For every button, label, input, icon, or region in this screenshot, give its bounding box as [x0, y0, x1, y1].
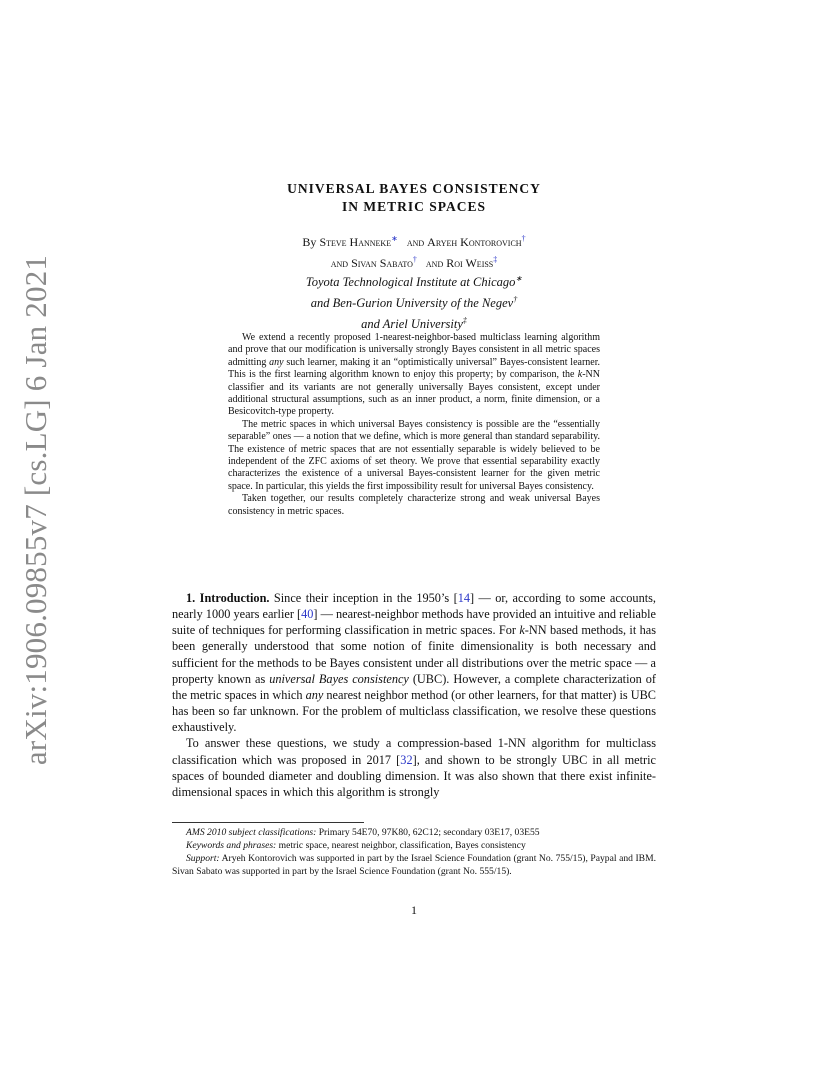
by-label: By: [302, 235, 317, 249]
footnote-keywords: Keywords and phrases: metric space, nearest neighbor, classification, Bayes consistency: [186, 840, 526, 852]
footnotes: [172, 826, 656, 878]
affiliation-ariel: and Ariel University: [361, 317, 463, 332]
author-sabato: Sivan Sabato: [351, 256, 413, 270]
arxiv-sidebar: [12, 254, 60, 766]
body-paragraph: 1. Introduction. Since their inception in the 1950’s [14] — or, according to some accounts, nearly 1000 years earlier [40] — nearest-neighbor methods have provided an intuitive and reliable suite of techniques for performing classification in metric spaces. For k-NN based methods, it has been generally understood that some notion of finite dimensionality is both necessary and sufficient for the methods to be Bayes consistent under all distributions over the metric space — a property known as universal Bayes consistency (UBC). However, a complete characterization of the metric spaces in which any nearest neighbor method (or other learners, for that matter) is UBC has been so far unknown. For the problem of multiclass classification, we resolve these questions exhaustively.: [172, 591, 657, 735]
affiliation-tti: Toyota Technological Institute at Chicago: [305, 275, 516, 290]
affiliation-mark: ∗: [515, 274, 523, 283]
and-label: and: [330, 256, 349, 270]
abstract-paragraph: We extend a recently proposed 1-nearest-neighbor-based multiclass learning algorithm and prove that our modification is universally strongly Bayes consistent in all metric spaces admitting any such learner, making it an “optimistically universal” Bayes-consistent learner. This is the first learning algorithm known to enjoy this property; by comparison, the k-NN classifier and its variants are not generally universally Bayes consistent, except under additional structural assumptions, such as an inner product, a norm, finite dimension, or a Besicovitch-type property.: [228, 332, 600, 418]
affiliation-mark: ‡: [462, 316, 467, 326]
author-kontorovich: Aryeh Kontorovich: [427, 235, 522, 249]
arxiv-id: arXiv:1906.09855v7 [cs.LG] 6 Jan 2021: [18, 254, 53, 766]
section-heading: 1. Introduction.: [186, 591, 270, 605]
abstract-paragraph: Taken together, our results completely characterize strong and weak universal Bayes consistency in metric spaces.: [228, 493, 600, 517]
citation-link[interactable]: 32: [400, 752, 413, 767]
page-number: 1: [411, 903, 417, 917]
body-paragraph: To answer these questions, we study a compression-based 1-NN algorithm for multiclass classification which was proposed in 2017 [32], and shown to be strongly UBC in all metric spaces of bounded diameter and doubling dimension. It was also shown that there exist infinite-dimensional spaces in which this algorithm is strongly: [172, 736, 656, 799]
title-line-1: UNIVERSAL BAYES CONSISTENCY: [287, 181, 541, 196]
affiliation-mark: †: [513, 295, 518, 305]
affiliations: [0, 270, 828, 333]
citation-link[interactable]: 14: [457, 591, 470, 605]
and-label: and: [425, 256, 444, 270]
author-mark[interactable]: ‡: [493, 255, 498, 264]
footnote-ams: AMS 2010 subject classifications: Primary 54E70, 97K80, 62C12; secondary 03E17, 03E55: [186, 827, 540, 838]
paper-title: [0, 180, 828, 216]
author-mark[interactable]: †: [412, 255, 417, 264]
introduction-section: [172, 590, 656, 800]
author-mark[interactable]: †: [521, 234, 526, 243]
citation-link[interactable]: 40: [301, 607, 314, 622]
author-mark[interactable]: ∗: [391, 234, 398, 243]
abstract-paragraph: The metric spaces in which universal Bayes consistency is possible are the “essentially separable” ones — a notion that we define, which is more general than standard separability. The existence of metric spaces that are not essentially separable is widely believed to be independent of the ZFC axioms of set theory. We prove that essential separability exactly characterizes the existence of a universal Bayes-consistent learner for the given metric space. In particular, this yields the first impossibility result for universal Bayes consistency.: [228, 418, 600, 492]
affiliation-bgu: and Ben-Gurion University of the Negev: [310, 296, 514, 311]
title-line-2: IN METRIC SPACES: [341, 199, 487, 214]
footnote-support: Support: Aryeh Kontorovich was supported in part by the Israel Science Foundation (grant No. 755/15), Paypal and IBM. Sivan Sabato was supported in part by the Israel Science Foundation (grant No. 555/15).: [172, 853, 656, 878]
author-hanneke: Steve Hanneke: [319, 235, 392, 249]
and-label: and: [406, 235, 425, 249]
author-weiss: Roi Weiss: [446, 256, 494, 270]
author-list: [0, 230, 828, 272]
abstract: [228, 332, 600, 518]
footnote-rule: [172, 822, 364, 823]
